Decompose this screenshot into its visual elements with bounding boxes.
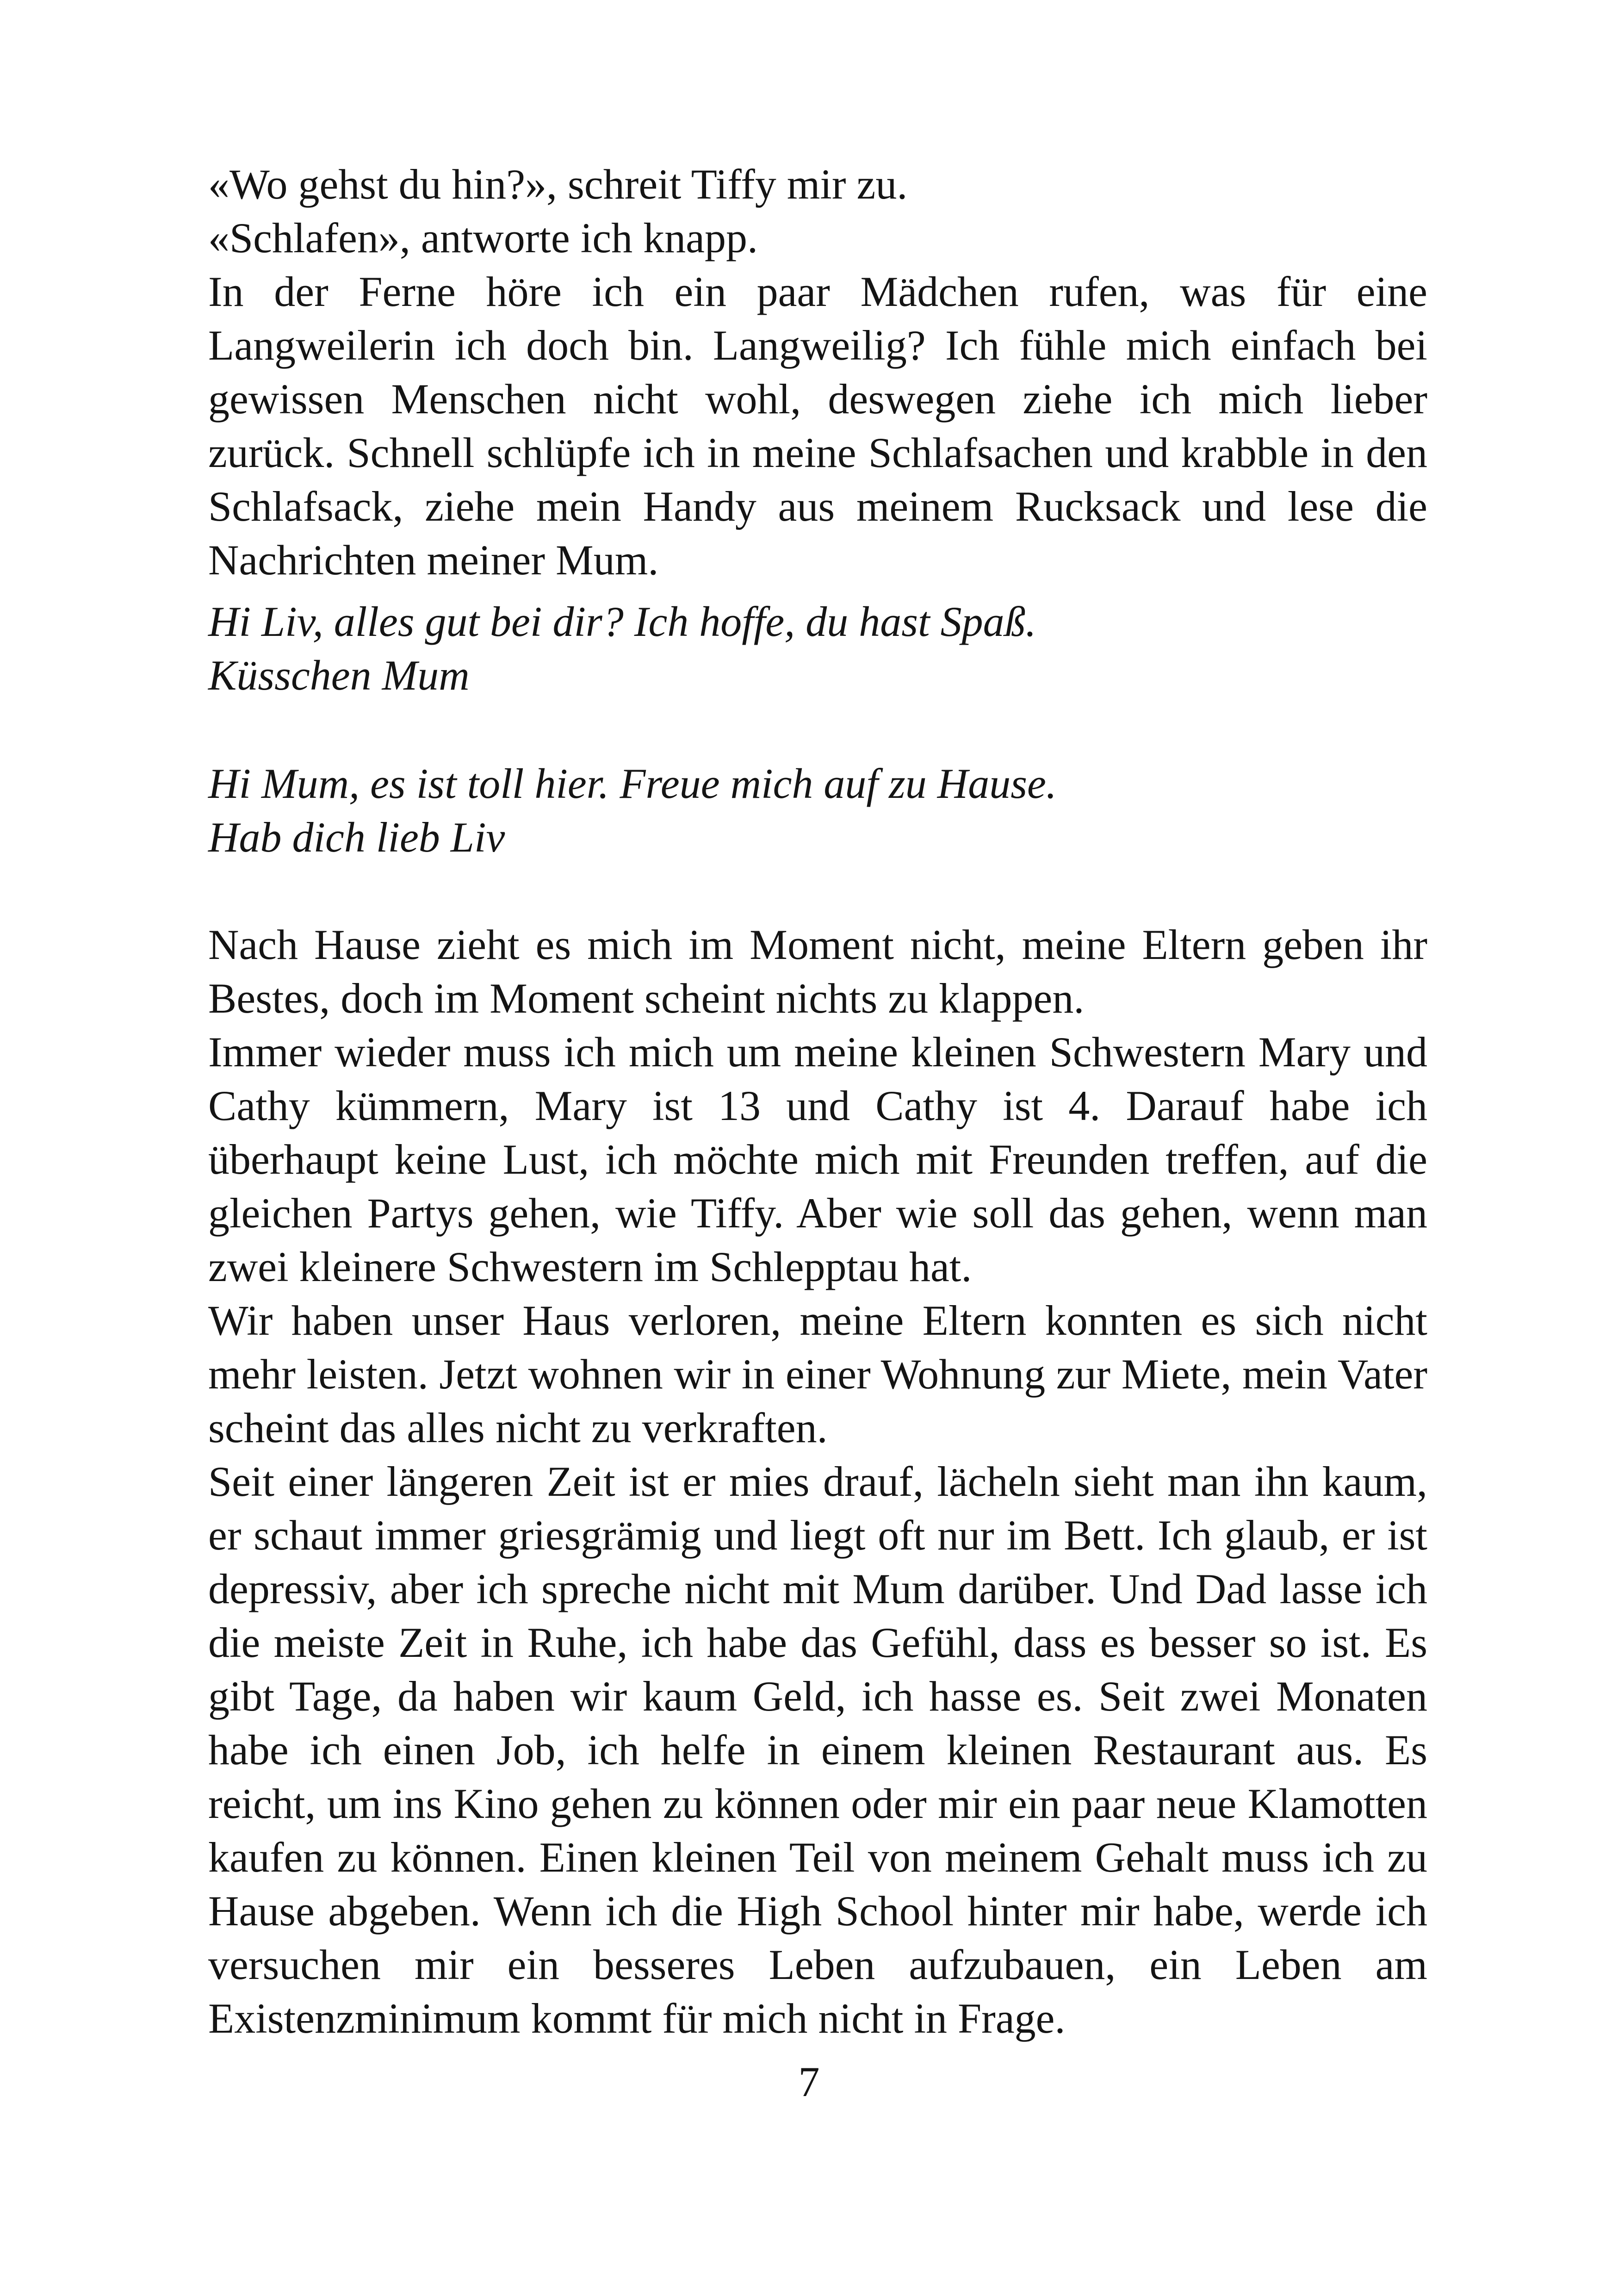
text-message-reply bbox=[208, 757, 1427, 864]
message-signature: Küsschen Mum bbox=[208, 652, 470, 699]
body-section bbox=[208, 918, 1427, 2045]
dialogue-line-question: «Wo gehst du hin?», schreit Tiffy mir zu. bbox=[208, 161, 908, 208]
intro-paragraph: In der Ferne höre ich ein paar Mädchen rufen, was für eine Langweilerin ich doch bin. Langweilig? Ich fühle mich einfach bei gewissen Menschen nicht wohl, deswegen ziehe ich mich lieber zurück. Schnell schlüpfe ich in meine Schlafsachen und krabble in den Schlafsack, ziehe mein Handy aus meinem Rucksack und lese die Nachrichten meiner Mum. bbox=[208, 268, 1427, 584]
intro-section bbox=[208, 157, 1427, 587]
body-paragraph: Immer wieder muss ich mich um meine kleinen Schwestern Mary und Cathy kümmern, Mary ist 13 und Cathy ist 4. Darauf habe ich überhaupt keine Lust, ich möchte mich mit Freunden treffen, auf die gleichen Partys gehen, wie Tiffy. Aber wie soll das gehen, wenn man zwei kleinere Schwestern im Schlepptau hat. bbox=[208, 1028, 1427, 1290]
body-paragraph: Wir haben unser Haus verloren, meine Eltern konnten es sich nicht mehr leisten. Jetzt wohnen wir in einer Wohnung zur Miete, mein Vater scheint das alles nicht zu verkraften. bbox=[208, 1297, 1427, 1451]
text-message-from-mum bbox=[208, 595, 1427, 702]
page-number: 7 bbox=[798, 2058, 820, 2105]
body-paragraph: Seit einer längeren Zeit ist er mies drauf, lächeln sieht man ihn kaum, er schaut immer griesgrämig und liegt oft nur im Bett. Ich glaub, er ist depressiv, aber ich spreche nicht mit Mum darüber. Und Dad lasse ich die meiste Zeit in Ruhe, ich habe das Gefühl, dass es besser so ist. Es gibt Tage, da haben wir kaum Geld, ich hasse es. Seit zwei Monaten habe ich einen Job, ich helfe in einem kleinen Restaurant aus. Es reicht, um ins Kino gehen zu können oder mir ein paar neue Klamotten kaufen zu können. Einen kleinen Teil von meinem Gehalt muss ich zu Hause abgeben. Wenn ich die High School hinter mir habe, werde ich versuchen mir ein besseres Leben aufzubauen, ein Leben am Existenzminimum kommt für mich nicht in Frage. bbox=[208, 1458, 1427, 2042]
dialogue-line-answer: «Schlafen», antworte ich knapp. bbox=[208, 214, 758, 261]
message-line: Hi Liv, alles gut bei dir? Ich hoffe, du hast Spaß. bbox=[208, 598, 1036, 645]
message-signature: Hab dich lieb Liv bbox=[208, 814, 505, 861]
message-line: Hi Mum, es ist toll hier. Freue mich auf zu Hause. bbox=[208, 760, 1057, 807]
body-paragraph: Nach Hause zieht es mich im Moment nicht, meine Eltern geben ihr Bestes, doch im Moment scheint nichts zu klappen. bbox=[208, 921, 1427, 1022]
